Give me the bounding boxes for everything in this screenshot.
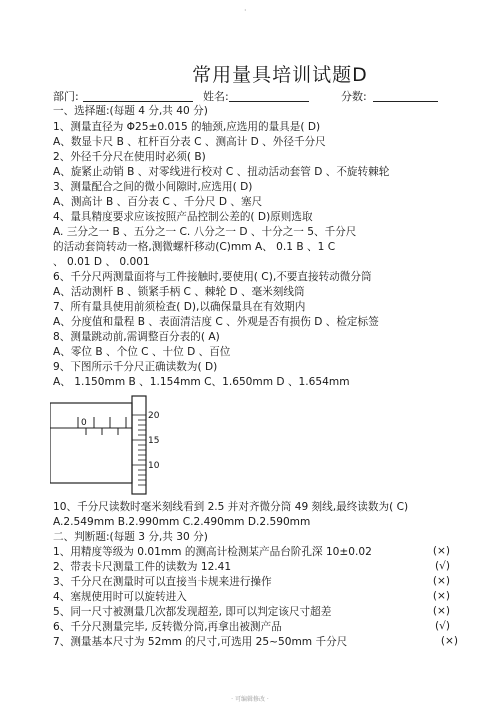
thimble-label: 20: [148, 411, 160, 421]
name-label: 姓名:: [203, 90, 229, 103]
section2-heading: 二、判断题:(每题 3 分,共 30 分): [53, 531, 208, 543]
section1-heading: 一、选择题:(每题 4 分,共 40 分): [53, 105, 208, 117]
question-line: 9、下图所示千分尺正确读数为( D): [53, 361, 218, 373]
question-line: 1、测量直径为 Φ25±0.015 的轴颈,应选用的量具是( D): [53, 121, 321, 133]
question-line: A. 三分之一 B 、五分之一 C. 八分之一 D 、十分之一 5、千分尺: [53, 226, 357, 238]
dept-underline: [83, 101, 193, 102]
question-line: A、分度值和量程 B 、表面清洁度 C 、外观是否有损伤 D 、检定标签: [53, 316, 379, 328]
question-line: 7、所有量具使用前须检查( D),以确保量具在有效期内: [53, 301, 306, 313]
judgment-answer: (×): [432, 605, 450, 617]
thimble-label: 10: [148, 461, 160, 471]
judgment-answer: (×): [432, 575, 450, 587]
sleeve-body: [50, 403, 132, 483]
question-line: 2、外径千分尺在使用时必须( B): [53, 151, 206, 163]
judgment-answer: (×): [432, 590, 450, 602]
question-line: 3、测量配合之间的微小间隙时,应选用( D): [53, 181, 253, 193]
thimble-label: 15: [148, 436, 160, 446]
question-line: 6、千分尺两测量面将与工件接触时,要使用( C),不要直接转动微分筒: [53, 271, 372, 283]
question-line: 8、测量跳动前,需调整百分表的( A): [53, 331, 220, 343]
judgment-item: 5、同一尺寸被测量几次都发现超差, 即可以判定该尺寸超差: [53, 606, 332, 618]
question-line: A、 1.150mm B 、1.154mm C、1.650mm D 、1.654mm: [53, 376, 350, 388]
judgment-answer: (√): [434, 560, 450, 572]
judgment-item: 1、用精度等级为 0.01mm 的测高计检测某产品台阶孔深 10±0.02: [53, 546, 372, 558]
judgment-answer: (×): [432, 545, 450, 557]
judgment-item: 7、测量基本尺寸为 52mm 的尺寸,可选用 25~50mm 千分尺: [53, 636, 348, 648]
judgment-item: 6、千分尺测量完毕, 反转微分筒,再拿出被测产品: [53, 621, 282, 633]
question-line: A、零位 B 、个位 C 、十位 D 、百位: [53, 346, 231, 358]
top-mark: ·: [244, 6, 247, 15]
score-underline: [373, 101, 438, 102]
question-line: 的活动套筒转动一格,测微螺杆移动(C)mm A、 0.1 B 、1 C: [53, 241, 336, 253]
judgment-item: 3、千分尺在测量时可以直接当卡规来进行操作: [53, 576, 272, 588]
question-line: 10、千分尺读数时毫米刻线看到 2.5 并对齐微分筒 49 刻线,最终读数为( C): [53, 501, 409, 513]
question-line: A、活动测杆 B 、锁紧手柄 C 、棘轮 D 、毫米刻线筒: [53, 286, 305, 298]
micrometer-figure: [50, 395, 170, 495]
page-footer: · 可编辑修改 ·: [231, 696, 269, 703]
question-line: A.2.549mm B.2.990mm C.2.490mm D.2.590mm: [53, 516, 311, 528]
question-line: 、 0.01 D 、 0.001: [53, 256, 150, 268]
sleeve-zero-label: 0: [81, 418, 87, 428]
judgment-item: 2、带表卡尺测量工件的读数为 12.41: [53, 561, 232, 573]
judgment-item: 4、塞规使用时可以旋转进入: [53, 591, 187, 603]
header-info: [53, 88, 453, 104]
name-underline: [229, 101, 309, 102]
judgment-answer: (√): [434, 620, 450, 632]
thimble-graduations: [132, 415, 146, 485]
question-line: A、数显卡尺 B 、杠杆百分表 C 、测高计 D 、外径千分尺: [53, 136, 326, 148]
question-line: A、测高计 B 、百分表 C 、千分尺 D 、塞尺: [53, 196, 263, 208]
judgment-answer: (×): [440, 635, 458, 647]
question-line: A、旋紧止动销 B 、对零线进行校对 C 、扭动活动套管 D 、不旋转棘轮: [53, 166, 390, 178]
score-label: 分数:: [341, 90, 367, 103]
question-line: 4、量具精度要求应该按照产品控制公差的( D)原则选取: [53, 211, 313, 223]
dept-label: 部门:: [53, 90, 79, 103]
page-title: 常用量具培训试题D: [192, 64, 368, 86]
